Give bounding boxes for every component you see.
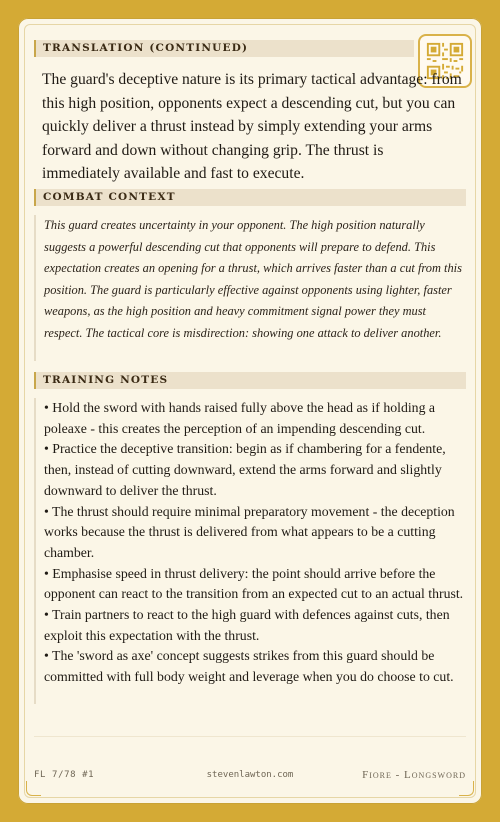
training-note: • Hold the sword with hands raised fully above the head as if holding a poleaxe - this creates the perception of an impending descending cut.: [44, 400, 436, 436]
training-note: • The 'sword as axe' concept suggests strikes from this guard should be committed with full body weight and leverage when you do choose to cut.: [44, 648, 454, 685]
training-notes-heading: TRAINING NOTES: [34, 372, 466, 389]
translation-heading: TRANSLATION (CONTINUED): [34, 40, 414, 57]
training-note: • The thrust should require minimal preparatory movement - the deception works because the thrust is delivered from what appears to be a cutting chamber.: [44, 503, 455, 560]
website-link[interactable]: stevenlawton.com: [206, 770, 294, 780]
footer-divider: [34, 736, 466, 737]
training-note: • Train partners to react to the high guard with defences against cuts, then exploit this expectation with the thrust.: [44, 607, 450, 643]
footer: [18, 770, 482, 786]
card: [18, 18, 482, 804]
combat-context-heading: COMBAT CONTEXT: [34, 189, 466, 206]
training-note: • Practice the deceptive transition: begin as if chambering for a fendente, then, instead of cutting downward, extend the arms forward and slightly downward to deliver the thrust.: [44, 441, 446, 498]
source-label: Fiore - Longsword: [362, 769, 466, 781]
translation-text: The guard's deceptive nature is its primary tactical advantage: from this high position, opponents expect a descending cut, but you can quickly deliver a thrust instead by simply extending your arms forward and down without changing grip. The thrust is immediately available and fast to execute.: [42, 71, 462, 182]
combat-context-text: This guard creates uncertainty in your opponent. The high position naturally suggests a powerful descending cut that opponents will prepare to defend. This expectation creates an opening for a thrust, which arrives faster than a cut from this position. The guard is particularly effective against opponents using lighter, faster weapons, as the high position and heavy commitment signal power they must respect. The tactical core is misdirection: showing one attack to deliver another.: [44, 218, 462, 340]
corner-ornament: [26, 781, 41, 796]
training-notes-list: [34, 398, 466, 704]
corner-ornament: [459, 781, 474, 796]
combat-context-block: [34, 215, 466, 361]
training-note: • Emphasise speed in thrust delivery: the point should arrive before the opponent can react to the transition from an expected cut to an actual thrust.: [44, 565, 464, 602]
card-id: FL 7/78 #1: [34, 770, 95, 780]
